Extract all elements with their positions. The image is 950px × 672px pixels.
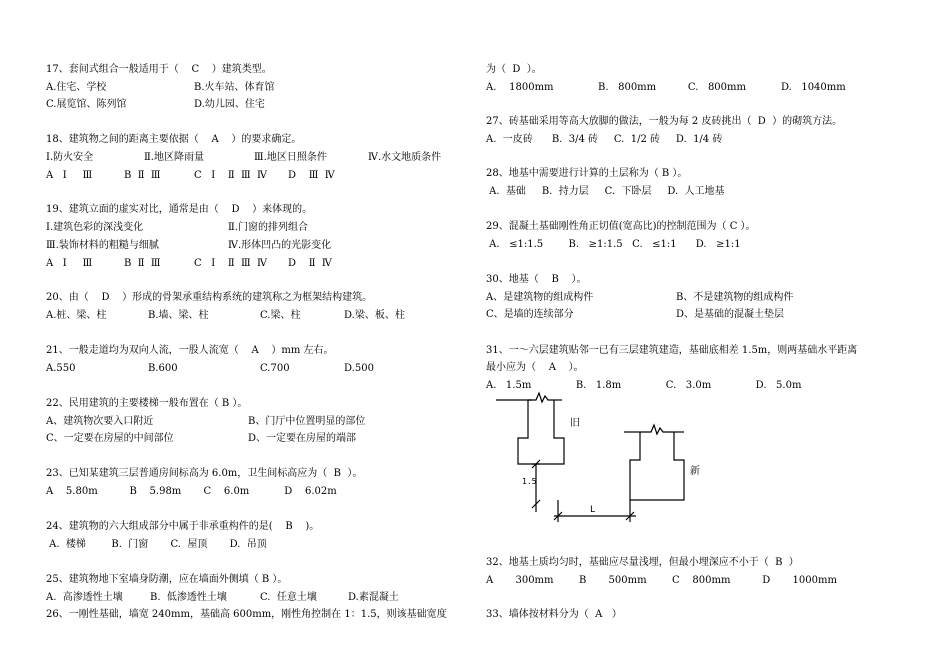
q27-options: A. 一皮砖 B. 3/4 砖 C. 1/2 砖 D. 1/4 砖 bbox=[486, 134, 723, 145]
q25-stem: 25、建筑物地下室墙身防潮，应在墙面外侧填（ B ）。 bbox=[46, 574, 288, 585]
q27-stem: 27、砖基础采用等高大放脚的做法，一般为每 2 皮砖挑出（ D ）的砌筑方法。 bbox=[486, 116, 843, 127]
q18-stem: 18、建筑物之间的距离主要依据（ A ）的要求确定。 bbox=[46, 134, 302, 145]
q19-option-d: D Ⅱ Ⅳ bbox=[288, 258, 332, 269]
q33-stem: 33、墙体按材料分为（ A ） bbox=[486, 609, 622, 620]
old-building-label: 旧 bbox=[570, 418, 580, 429]
q22-option-b: B、门厅中位置明显的部位 bbox=[248, 416, 366, 427]
q19-stem: 19、建筑立面的虚实对比，通常是由（ D ）来体现的。 bbox=[46, 204, 313, 215]
q17-option-d: D.幼儿园、住宅 bbox=[194, 99, 265, 110]
q29-stem: 29、混凝土基础刚性角正切值(宽高比)的控制范围为（ C ）。 bbox=[486, 221, 756, 232]
q22-option-c: C、一定要在房屋的中间部位 bbox=[46, 433, 174, 444]
q23-options: A 5.80m B 5.98m C 6.0m D 6.02m bbox=[46, 486, 337, 497]
q19-option-b: B Ⅱ Ⅲ bbox=[124, 258, 161, 269]
height-dimension-label: 1.5 bbox=[522, 477, 537, 486]
q23-stem: 23、已知某建筑三层普通房间标高为 6.0m，卫生间标高应为（ B ）。 bbox=[46, 468, 363, 479]
q20-stem: 20、由（ D ）形成的骨架承重结构系统的建筑称之为框架结构建筑。 bbox=[46, 292, 373, 303]
q31-options: A. 1.5m B. 1.8m C. 3.0m D. 5.0m bbox=[486, 380, 802, 391]
q26-options: A. 1800mm B. 800mm C. 800mm D. 1040mm bbox=[486, 82, 846, 93]
q22-stem: 22、民用建筑的主要楼梯一般布置在（ B ）。 bbox=[46, 398, 248, 409]
q18-option-a: A I Ⅲ bbox=[46, 170, 93, 181]
q22-option-d: D、一定要在房屋的端部 bbox=[248, 433, 357, 444]
q18-item-4: Ⅳ.水文地质条件 bbox=[368, 152, 442, 163]
q28-options: A. 基础 B. 持力层 C. 下卧层 D. 人工地基 bbox=[486, 186, 725, 197]
q19-option-a: A I Ⅲ bbox=[46, 258, 93, 269]
q21-option-c: C.700 bbox=[260, 363, 290, 374]
q20-option-a: A.桩、梁、柱 bbox=[46, 310, 107, 321]
q21-stem: 21、一般走道均为双向人流，一股人流宽（ A ）mm 左右。 bbox=[46, 345, 334, 356]
q19-item-1: Ⅰ.建筑色彩的深浅变化 bbox=[46, 222, 144, 233]
q26-stem-continued: 为（ D ）。 bbox=[486, 64, 542, 75]
q19-item-3: Ⅲ.装饰材料的粗糙与细腻 bbox=[46, 240, 159, 251]
q17-option-c: C.展览馆、陈列馆 bbox=[46, 99, 127, 110]
q19-item-4: Ⅳ.形体凹凸的光影变化 bbox=[228, 240, 332, 251]
distance-dimension-label: L bbox=[590, 505, 596, 515]
q25-option-d: D.素混凝土 bbox=[348, 592, 399, 603]
q24-stem: 24、建筑物的六大组成部分中属于非承重构件的是( B )。 bbox=[46, 521, 320, 532]
q30-option-c: C、是墙的连续部分 bbox=[486, 309, 574, 320]
q21-option-b: B.600 bbox=[148, 363, 178, 374]
q18-option-d: D Ⅲ Ⅳ bbox=[288, 170, 335, 181]
q32-options: A 300mm B 500mm C 800mm D 1000mm bbox=[486, 575, 837, 586]
q24-options: A. 楼梯 B. 门窗 C. 屋顶 D. 吊顶 bbox=[46, 539, 267, 550]
q30-option-d: D、是基础的混凝土垫层 bbox=[676, 309, 785, 320]
q18-option-b: B Ⅱ Ⅲ bbox=[124, 170, 161, 181]
q19-item-2: Ⅱ.门窗的排列组合 bbox=[228, 222, 308, 233]
q30-stem: 30、地基（ B ）。 bbox=[486, 274, 587, 285]
q17-option-b: B.火车站、体育馆 bbox=[194, 82, 275, 93]
q31-stem-line2: 最小应为（ A ）。 bbox=[486, 362, 584, 373]
q28-stem: 28、地基中需要进行计算的土层称为（ B ）。 bbox=[486, 168, 688, 179]
q29-options: A. ≤1:1.5 B. ≥1:1.5 C. ≤1:1 D. ≥1:1 bbox=[486, 239, 741, 250]
q18-item-3: Ⅲ.地区日照条件 bbox=[254, 152, 327, 163]
q25-option-b: B. 低渗透性土壤 bbox=[150, 592, 227, 603]
q32-stem: 32、地基土质均匀时，基础应尽量浅埋，但最小埋深应不小于（ B ） bbox=[486, 557, 799, 568]
q18-option-c: C I Ⅱ Ⅲ Ⅳ bbox=[194, 170, 267, 181]
q31-stem-line1: 31、一～六层建筑贴邻一已有三层建筑建造，基础底相差 1.5m，则两基础水平距离 bbox=[486, 345, 858, 356]
foundation-diagram-svg bbox=[488, 388, 708, 528]
q25-option-c: C. 任意土壤 bbox=[260, 592, 317, 603]
q18-item-1: Ⅰ.防火安全 bbox=[46, 152, 94, 163]
q17-stem: 17、套间式组合一般适用于（ C ）建筑类型。 bbox=[46, 64, 272, 75]
q30-option-a: A、是建筑物的组成构件 bbox=[486, 292, 594, 303]
q20-option-d: D.梁、板、柱 bbox=[344, 310, 405, 321]
q17-option-a: A.住宅、学校 bbox=[46, 82, 107, 93]
q19-option-c: C I Ⅱ Ⅲ Ⅳ bbox=[194, 258, 267, 269]
q30-option-b: B、不是建筑物的组成构件 bbox=[676, 292, 794, 303]
q21-option-a: A.550 bbox=[46, 363, 76, 374]
new-building-label: 新 bbox=[690, 466, 700, 477]
q21-option-d: D.500 bbox=[344, 363, 374, 374]
q26-stem: 26、一刚性基础，墙宽 240mm，基础高 600mm，刚性角控制在 1：1.5，则该基础宽度 bbox=[46, 609, 447, 620]
q18-item-2: Ⅱ.地区降雨量 bbox=[144, 152, 204, 163]
q22-option-a: A、建筑物次要入口附近 bbox=[46, 416, 154, 427]
q20-option-b: B.墙、梁、柱 bbox=[148, 310, 209, 321]
q25-option-a: A. 高渗透性土壤 bbox=[46, 592, 123, 603]
foundation-diagram bbox=[488, 388, 708, 528]
q20-option-c: C.梁、柱 bbox=[260, 310, 301, 321]
